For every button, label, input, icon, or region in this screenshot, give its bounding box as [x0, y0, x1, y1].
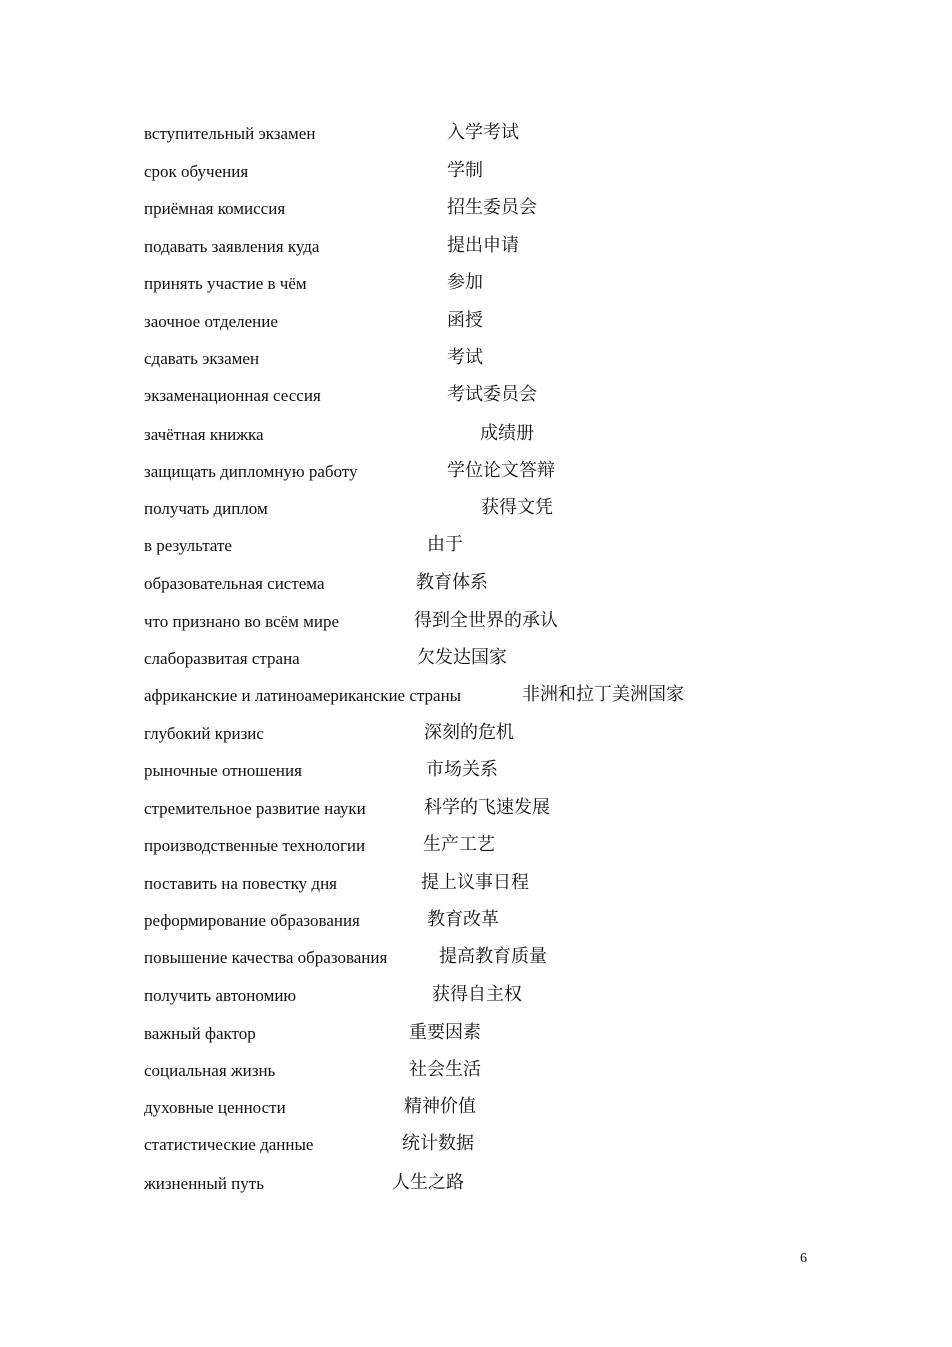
chinese-translation: 深刻的危机: [424, 722, 514, 743]
chinese-translation: 精神价值: [404, 1096, 476, 1117]
russian-term: получать диплом: [144, 499, 268, 518]
russian-term: получить автономию: [144, 986, 297, 1005]
chinese-translation: 学位论文答辩: [447, 460, 555, 481]
chinese-translation: 成绩册: [480, 423, 534, 444]
russian-term: статистические данные: [144, 1135, 314, 1154]
page-number: 6: [800, 1251, 807, 1266]
chinese-translation: 社会生活: [409, 1059, 481, 1080]
russian-term: духовные ценности: [144, 1098, 286, 1117]
russian-term: подавать заявления куда: [144, 237, 320, 256]
russian-term: в результате: [144, 536, 232, 555]
russian-term: стремительное развитие науки: [144, 799, 366, 818]
russian-term: образовательная система: [144, 574, 325, 593]
chinese-translation: 非洲和拉丁美洲国家: [522, 684, 684, 705]
chinese-translation: 教育改革: [427, 909, 499, 930]
russian-term: важный фактор: [144, 1024, 256, 1043]
russian-term: африканские и латиноамериканские страны: [144, 686, 462, 705]
russian-term: рыночные отношения: [144, 761, 302, 780]
chinese-translation: 统计数据: [402, 1133, 474, 1154]
russian-term: приёмная комиссия: [144, 199, 286, 218]
chinese-translation: 参加: [447, 272, 483, 293]
russian-term: что признано во всём мире: [144, 612, 339, 631]
russian-term: поставить на повестку дня: [144, 874, 338, 893]
chinese-translation: 获得自主权: [432, 984, 522, 1005]
russian-term: защищать дипломную работу: [144, 462, 358, 481]
chinese-translation: 考试委员会: [447, 384, 537, 405]
russian-term: сдавать экзамен: [144, 349, 260, 368]
chinese-translation: 教育体系: [416, 572, 488, 593]
chinese-translation: 提出申请: [447, 235, 519, 256]
chinese-translation: 考试: [447, 347, 483, 368]
chinese-translation: 学制: [447, 160, 483, 181]
russian-term: вступительный экзамен: [144, 124, 316, 143]
russian-term: глубокий кризис: [144, 724, 264, 743]
chinese-translation: 重要因素: [409, 1022, 481, 1043]
russian-term: жизненный путь: [144, 1174, 264, 1193]
russian-term: реформирование образования: [144, 911, 360, 930]
chinese-translation: 招生委员会: [447, 197, 537, 218]
russian-term: социальная жизнь: [144, 1061, 276, 1080]
chinese-translation: 函授: [447, 310, 483, 331]
chinese-translation: 提高教育质量: [439, 946, 547, 967]
chinese-translation: 科学的飞速发展: [424, 797, 550, 818]
chinese-translation: 得到全世界的承认: [414, 610, 558, 631]
chinese-translation: 入学考试: [447, 122, 519, 143]
russian-term: экзаменационная сессия: [144, 386, 321, 405]
chinese-translation: 生产工艺: [423, 834, 495, 855]
russian-term: слаборазвитая страна: [144, 649, 300, 668]
russian-term: повышение качества образования: [144, 948, 388, 967]
chinese-translation: 市场关系: [426, 759, 498, 780]
russian-term: принять участие в чём: [144, 274, 307, 293]
chinese-translation: 人生之路: [392, 1172, 464, 1193]
russian-term: производственные технологии: [144, 836, 366, 855]
chinese-translation: 提上议事日程: [421, 872, 529, 893]
chinese-translation: 获得文凭: [481, 497, 553, 518]
russian-term: заочное отделение: [144, 312, 278, 331]
chinese-translation: 由于: [427, 534, 463, 555]
chinese-translation: 欠发达国家: [417, 647, 507, 668]
russian-term: зачётная книжка: [144, 425, 264, 444]
russian-term: срок обучения: [144, 162, 249, 181]
